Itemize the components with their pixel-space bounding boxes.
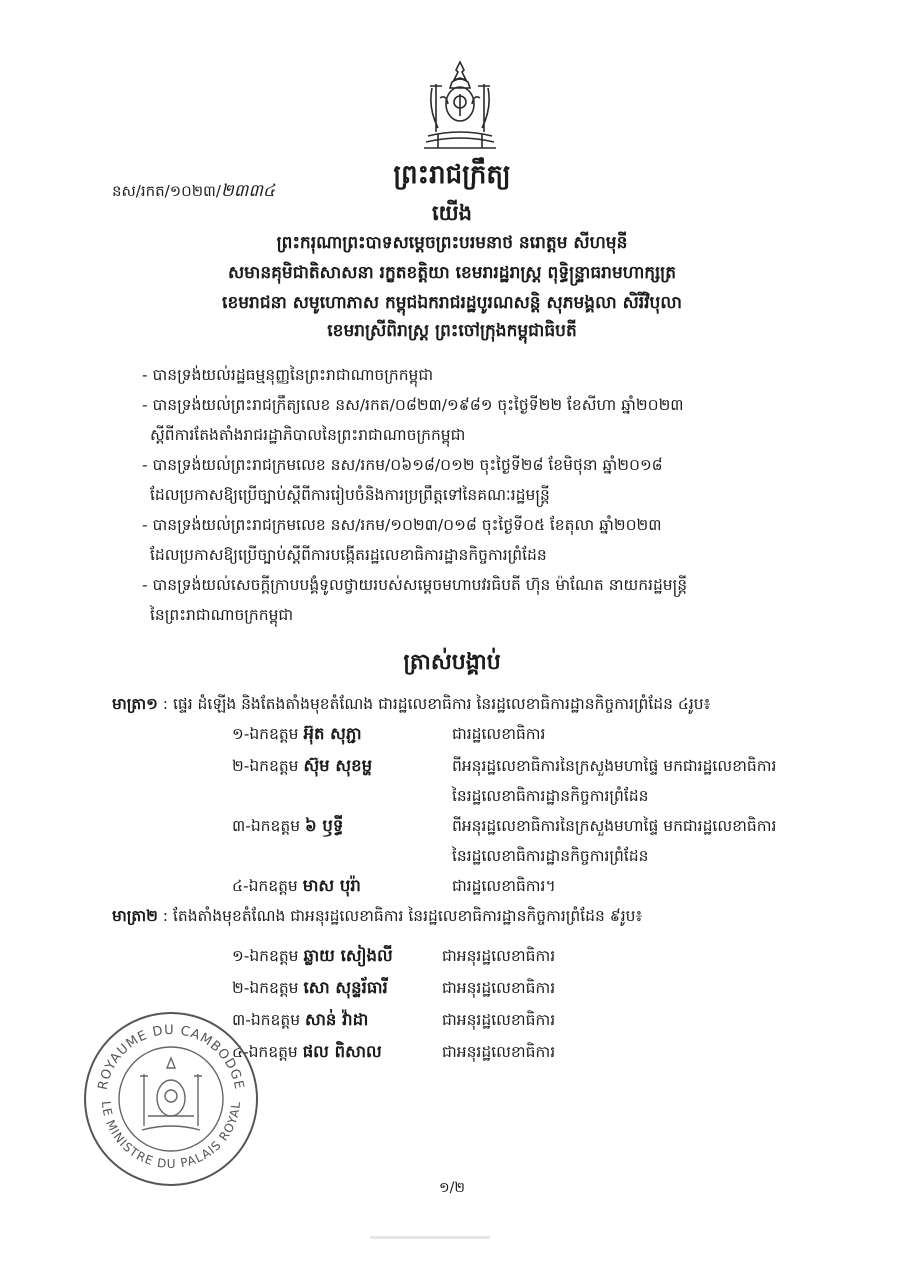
person-name: សោ សុន្ទរ័ធារី [303,978,388,997]
person-position: ជារដ្ឋលេខាធិការ។ [452,877,556,895]
person-name: ផល ពិសាល [302,1042,382,1061]
article-1 [112,694,710,717]
person-number: ៤-ឯកឧត្តម [232,1043,298,1061]
scan-artifact [370,1236,490,1239]
king-title-line: ខេមរាជនា សមូហោភាស កម្ពុជឯករាជរដ្ឋបូរណសន្តិ សុភមង្គលា សិរីវិបុលា [222,293,682,313]
person-name: អ៊ុត សុភ្ជា [303,724,362,743]
page-number: ១/២ [439,1180,465,1196]
person-position: ជាអនុរដ្ឋលេខាធិការ [442,979,556,997]
king-title-line: ខេមរាស្រីពិរាស្ត្រ ព្រះចៅក្រុងកម្ពុជាធិបតី [327,321,577,341]
person-position: ជាអនុរដ្ឋលេខាធិការ [442,1043,556,1061]
person-name: សាន់ វ៉ាដា [304,1010,369,1029]
person-name: ឆ្លាយ សៀងលី [303,946,393,965]
document-subtitle: យើង [432,201,472,225]
article-2 [112,906,642,929]
person-number: ១-ឯកឧត្តម [232,725,299,743]
royal-emblem-icon [412,58,508,154]
person-number: ៣-ឯកឧត្តម [232,1011,301,1029]
consideration-item: - បានទ្រង់យល់ព្រះរាជក្រមលេខ នស/រកម/១០២៣/០១៨ ចុះថ្ងៃទី០៥ ខែតុលា ឆ្នាំ២០២៣ ដែលប្រកាសឱ្យប្រើច្បាប់ស្តីពីការបង្កើតរដ្ឋលេខាធិការដ្ឋានកិច្ចការព្រំដែន [142,516,662,564]
person-name: ៦ ឫទ្ធី [304,816,344,835]
person-number: ៤-ឯកឧត្តម [232,877,298,895]
person-row [232,816,343,840]
person-name: មាស បុរ៉ា [302,876,361,895]
person-position: ពីអនុរដ្ឋលេខាធិការនៃក្រសួងមហាផ្ទៃ មកជារដ្ឋលេខាធិការ [452,757,777,775]
person-number: ៣-ឯកឧត្តម [232,817,301,835]
person-row [232,978,388,1002]
person-row [232,876,361,900]
person-row [232,946,393,970]
palace-seal-stamp [82,1010,260,1188]
article-label: មាត្រា២ [112,907,158,925]
consideration-item: - បានទ្រង់យល់ព្រះរាជក្រឹត្យលេខ នស/រកត/០៨២៣/១៩៨១ ចុះថ្ងៃទី២២ ខែសីហា ឆ្នាំ២០២៣ ស្តីពីការតែងតាំងរាជរដ្ឋាភិបាលនៃព្រះរាជាណាចក្រកម្ពុជា [142,396,684,444]
document-title: ព្រះរាជក្រឹត្យ [393,160,511,190]
considerations-list [142,360,822,630]
person-position: ជារដ្ឋលេខាធិការ [452,725,546,743]
seal-text-top: ROYAUME DU CAMBODGE [95,1022,247,1092]
person-number: ១-ឯកឧត្តម [232,947,299,965]
king-title-line: សមានគុមិជាតិសាសនា រក្ខតខត្តិយា ខេមរារដ្ឋរាស្ត្រ ពុទ្ធិន្ទ្រាធរាមហាក្សត្រ [227,263,677,283]
king-title-line: ព្រះករុណាព្រះបាទសម្តេចព្រះបរមនាថ នរោត្តម សីហមុនី [276,233,628,253]
article-text: : ផ្ទេរ ដំឡើង និងតែងតាំងមុខតំណែង ជារដ្ឋលេខាធិការ នៃរដ្ឋលេខាធិការដ្ឋានកិច្ចការព្រំដែន ៤រូប៖ [157,695,711,713]
person-position: ពីអនុរដ្ឋលេខាធិការនៃក្រសួងមហាផ្ទៃ មកជារដ្ឋលេខាធិការ [452,817,777,835]
person-name: ស៊ុម សុខម្ហ [303,756,373,775]
person-row [232,724,362,748]
seal-text-bottom: LE MINISTRE DU PALAIS ROYAL [98,1100,244,1172]
consideration-item: - បានទ្រង់យល់ព្រះរាជក្រមលេខ នស/រកម/០៦១៨/០១២ ចុះថ្ងៃទី២៨ ខែមិថុនា ឆ្នាំ២០១៨ ដែលប្រកាសឱ្យប្រើច្បាប់ស្តីពីការរៀបចំនិងការប្រព្រឹត្តទៅនៃគណៈរដ្ឋមន្ត្រី [142,456,663,504]
person-position: ជាអនុរដ្ឋលេខាធិការ [442,947,556,965]
person-row [232,756,372,780]
article-label: មាត្រា១ [112,695,158,713]
article-text: : តែងតាំងមុខតំណែង ជាអនុរដ្ឋលេខាធិការ នៃរដ្ឋលេខាធិការដ្ឋានកិច្ចការព្រំដែន ៩រូប៖ [157,907,643,925]
reference-handwritten: ២៣៣៤ [220,181,275,201]
person-number: ២-ឯកឧត្តម [232,979,299,997]
person-position-cont: នៃរដ្ឋលេខាធិការដ្ឋានកិច្ចការព្រំដែន [452,787,649,805]
reference-prefix: នស/រកត/១០២៣/ [112,182,221,200]
person-position-cont: នៃរដ្ឋលេខាធិការដ្ឋានកិច្ចការព្រំដែន [452,847,649,865]
person-position: ជាអនុរដ្ឋលេខាធិការ [442,1011,556,1029]
consideration-item: - បានទ្រង់យល់សេចក្តីក្រាបបង្គំទូលថ្វាយរបស់សម្តេចមហាបវរធិបតី ហ៊ុន ម៉ាណែត នាយករដ្ឋមន្ត្រី នៃព្រះរាជាណាចក្រកម្ពុជា [142,576,688,624]
person-number: ២-ឯកឧត្តម [232,757,299,775]
consideration-item: - បានទ្រង់យល់រដ្ឋធម្មនុញ្ញនៃព្រះរាជាណាចក្រកម្ពុជា [142,366,434,384]
decree-heading: ត្រាស់បង្គាប់ [403,650,501,675]
